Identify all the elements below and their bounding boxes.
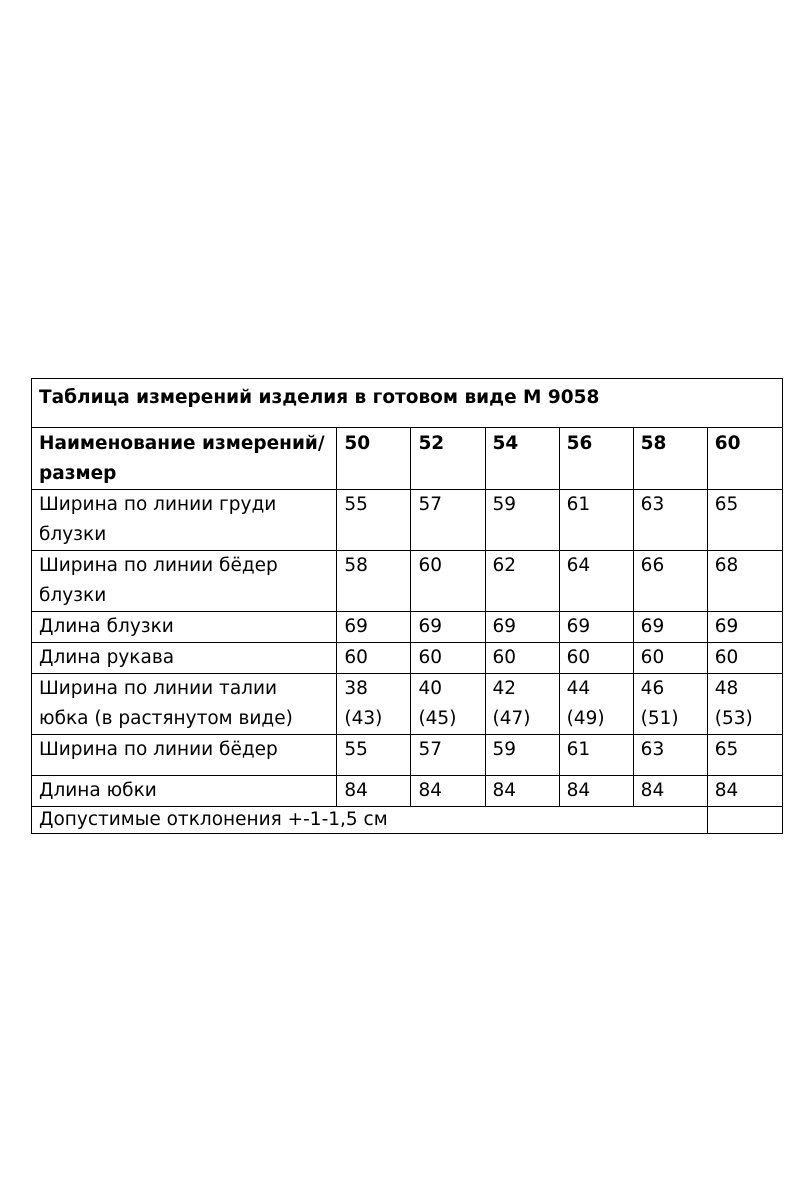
row-value: 69 — [559, 612, 633, 643]
row-value: 84 — [707, 776, 782, 807]
row-label: Длина блузки — [32, 612, 337, 643]
row-value: 69 — [411, 612, 485, 643]
measurement-sheet — [31, 378, 783, 834]
row-value: 64 — [559, 551, 633, 612]
row-value: 57 — [411, 490, 485, 551]
header-name-label: Наименование измерений/размер — [32, 428, 337, 490]
row-label: Ширина по линии талии юбка (в растянутом виде) — [32, 674, 337, 735]
row-value: 59 — [485, 490, 559, 551]
row-value: 46 (51) — [633, 674, 707, 735]
header-size-cell: 50 — [337, 428, 411, 490]
row-value: 84 — [559, 776, 633, 807]
row-label: Длина рукава — [32, 643, 337, 674]
table-row — [32, 612, 783, 643]
row-value: 57 — [411, 735, 485, 776]
row-value: 48 (53) — [707, 674, 782, 735]
footer-row — [32, 807, 783, 834]
row-value: 40 (45) — [411, 674, 485, 735]
row-value: 38 (43) — [337, 674, 411, 735]
row-value: 61 — [559, 490, 633, 551]
row-value: 60 — [411, 643, 485, 674]
row-value: 84 — [633, 776, 707, 807]
footer-empty-cell — [707, 807, 782, 834]
header-size-cell: 54 — [485, 428, 559, 490]
row-label: Ширина по линии бёдер блузки — [32, 551, 337, 612]
row-value: 59 — [485, 735, 559, 776]
row-value: 69 — [485, 612, 559, 643]
tolerance-note: Допустимые отклонения +-1-1,5 см — [32, 807, 708, 834]
row-value: 60 — [411, 551, 485, 612]
table-row — [32, 643, 783, 674]
row-value: 44 (49) — [559, 674, 633, 735]
row-label: Длина юбки — [32, 776, 337, 807]
header-size-cell: 56 — [559, 428, 633, 490]
row-value: 84 — [411, 776, 485, 807]
row-value: 61 — [559, 735, 633, 776]
row-value: 69 — [707, 612, 782, 643]
row-value: 63 — [633, 735, 707, 776]
row-value: 68 — [707, 551, 782, 612]
header-size-cell: 58 — [633, 428, 707, 490]
table-row — [32, 735, 783, 776]
row-label: Ширина по линии бёдер — [32, 735, 337, 776]
table-row — [32, 490, 783, 551]
row-value: 62 — [485, 551, 559, 612]
row-value: 60 — [707, 643, 782, 674]
row-value: 65 — [707, 490, 782, 551]
title-row — [32, 379, 783, 428]
row-value: 69 — [633, 612, 707, 643]
row-value: 69 — [337, 612, 411, 643]
header-size-cell: 60 — [707, 428, 782, 490]
row-value: 42 (47) — [485, 674, 559, 735]
measurement-table — [31, 378, 783, 834]
row-value: 55 — [337, 490, 411, 551]
row-value: 60 — [559, 643, 633, 674]
row-value: 63 — [633, 490, 707, 551]
table-row — [32, 674, 783, 735]
header-size-cell: 52 — [411, 428, 485, 490]
table-row — [32, 776, 783, 807]
row-value: 84 — [337, 776, 411, 807]
row-value: 60 — [633, 643, 707, 674]
row-label: Ширина по линии груди блузки — [32, 490, 337, 551]
row-value: 60 — [337, 643, 411, 674]
row-value: 84 — [485, 776, 559, 807]
row-value: 55 — [337, 735, 411, 776]
row-value: 58 — [337, 551, 411, 612]
table-row — [32, 551, 783, 612]
row-value: 65 — [707, 735, 782, 776]
table-title: Таблица измерений изделия в готовом виде М 9058 — [32, 379, 783, 428]
row-value: 60 — [485, 643, 559, 674]
row-value: 66 — [633, 551, 707, 612]
header-row — [32, 428, 783, 490]
